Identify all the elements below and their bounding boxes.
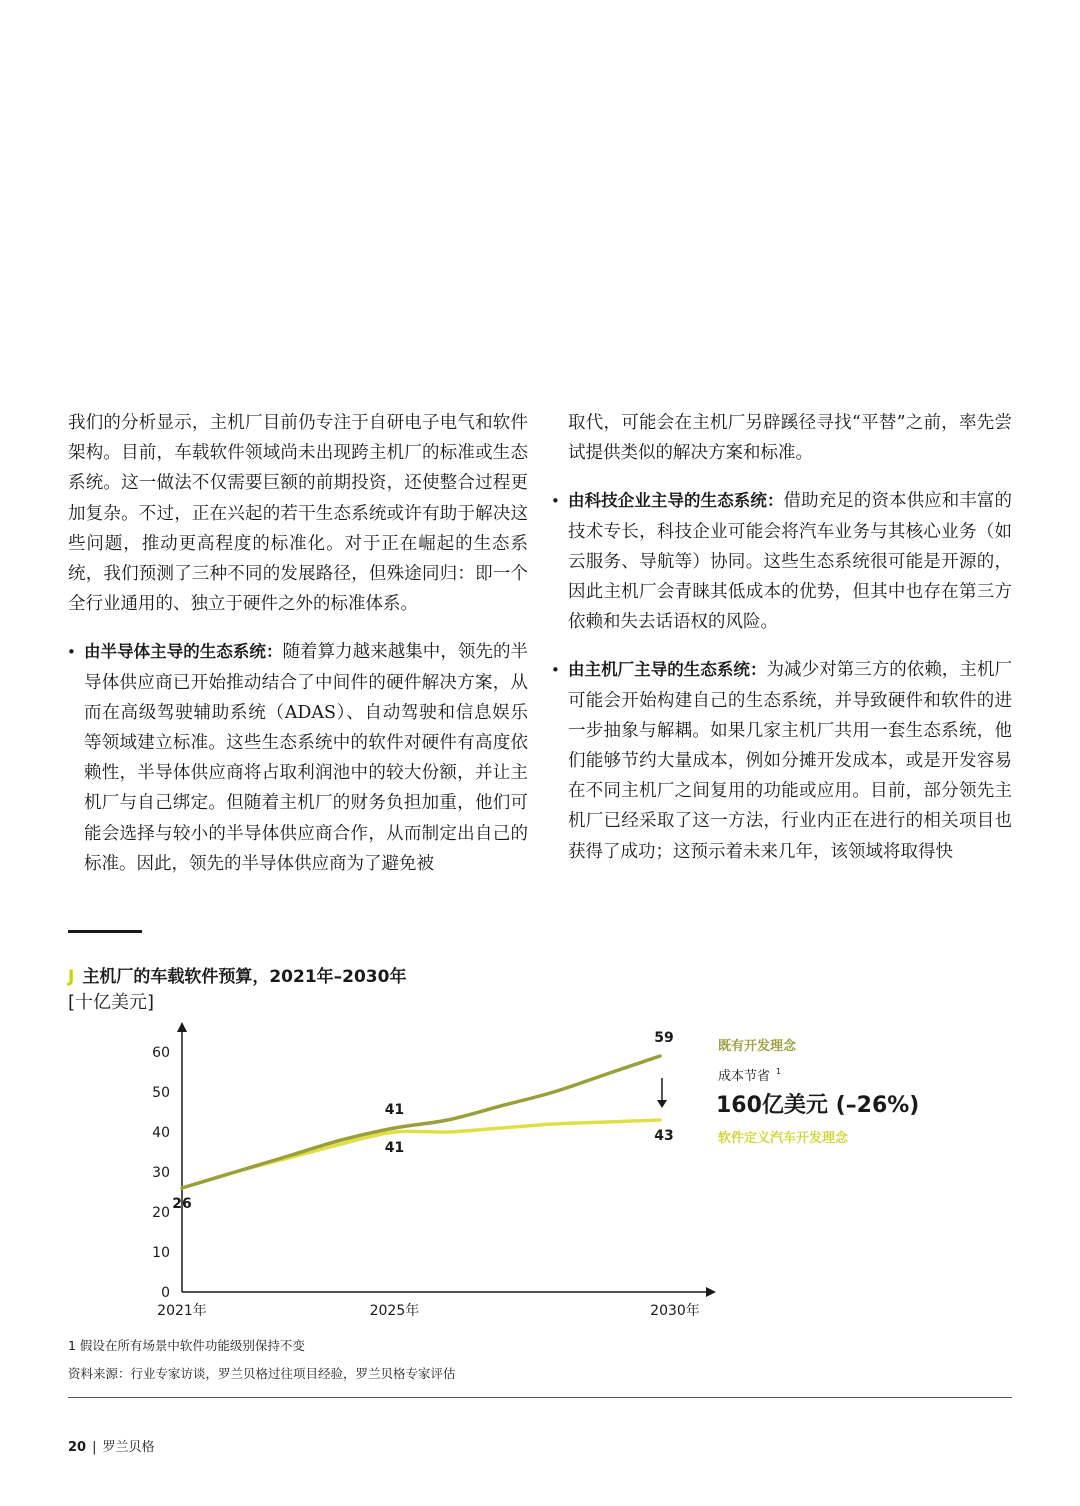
arrow-down-icon [657,1100,667,1108]
y-tick-label: 0 [161,1285,170,1301]
data-label: 41 [384,1140,405,1156]
y-axis-arrow-icon [177,1022,187,1032]
data-label: 41 [384,1102,405,1118]
bullet-heading: 由科技企业主导的生态系统： [568,491,784,511]
page-footer [68,1436,155,1455]
y-tick-label: 40 [152,1125,170,1141]
paragraph: 我们的分析显示，主机厂目前仍专注于自研电子电气和软件架构。目前，车载软件领域尚未出现跨主机厂的标准或生态系统。这一做法不仅需要巨额的前期投资，还使整合过程更加复杂。不过，正在兴起的若干生态系统或许有助于解决这些问题，推动更高程度的标准化。对于正在崛起的生态系统，我们预测了三种不同的发展路径，但殊途同归：即一个全行业通用的、独立于硬件之外的标准体系。 [68,413,528,615]
paragraph: 取代，可能会在主机厂另辟蹊径寻找“平替”之前，率先尝试提供类似的解决方案和标准。 [568,413,1012,464]
chart-letter: J [68,967,75,987]
chart-lines [182,1056,660,1188]
chart-unit: [十亿美元] [68,992,155,1013]
source-note: 资料来源：行业专家访谈，罗兰贝格过往项目经验，罗兰贝格专家评估 [68,1366,456,1381]
footer-separator: | [92,1440,97,1455]
y-tick-label: 60 [152,1045,170,1061]
x-axis-arrow-icon [706,1287,716,1297]
bullet-heading: 由主机厂主导的生态系统： [568,660,767,680]
chart-title-text: 主机厂的车载软件预算，2021年–2030年 [82,967,407,987]
page-number: 20 [68,1440,87,1455]
bullet-heading: 由半导体主导的生态系统： [84,642,283,662]
legend-label-existing: 既有开发理念 [718,1039,797,1054]
savings-footnote-mark: 1 [776,1067,782,1076]
y-tick-label: 50 [152,1085,170,1101]
x-tick-label: 2021年 [157,1303,207,1319]
legend-label-sdv: 软件定义汽车开发理念 [718,1131,849,1146]
series-line [182,1120,660,1188]
footnote: 1 假设在所有场景中软件功能级别保持不变 [68,1338,305,1353]
bullet-text: 随着算力越来越集中，领先的半导体供应商已开始推动结合了中间件的硬件解决方案，从而在高级驾驶辅助系统（ADAS）、自动驾驶和信息娱乐等领域建立标准。这些生态系统中的软件对硬件有高度依赖性，半导体供应商将占取利润池中的较大份额，并让主机厂与自己绑定。但随着主机厂的财务负担加重，他们可能会选择与较小的半导体供应商合作，从而制定出自己的标准。因此，领先的半导体供应商为了避免被 [84,642,529,874]
savings-value: 160亿美元 (–26%) [716,1093,920,1118]
x-tick-label: 2030年 [650,1303,700,1319]
savings-label: 成本节省 [718,1069,771,1084]
bullet-text: 借助充足的资本供应和丰富的技术专长，科技企业可能会将汽车业务与其核心业务（如云服务、导航等）协同。这些生态系统很可能是开源的，因此主机厂会青睐其低成本的优势，但其中也存在第三方依赖和失去话语权的风险。 [568,491,1013,633]
y-tick-label: 10 [152,1245,170,1261]
data-label: 59 [654,1030,674,1046]
y-tick-label: 30 [152,1165,170,1181]
y-tick-label: 20 [152,1205,170,1221]
data-label: 43 [654,1128,674,1144]
chart-annotation [657,1038,919,1146]
brand-name: 罗兰贝格 [102,1440,155,1455]
data-label: 26 [172,1196,192,1212]
x-tick-label: 2025年 [369,1303,420,1319]
bullet-text: 为减少对第三方的依赖，主机厂可能会开始构建自己的生态系统，并导致硬件和软件的进一步抽象与解耦。如果几家主机厂共用一套生态系统，他们能够节约大量成本，例如分摊开发成本，或是开发容易在不同主机厂之间复用的功能或应用。目前，部分领先主机厂已经采取了这一方法，行业内正在进行的相关项目也获得了成功；这预示着未来几年，该领域将取得快 [568,660,1013,862]
footer-divider [68,1397,1012,1398]
